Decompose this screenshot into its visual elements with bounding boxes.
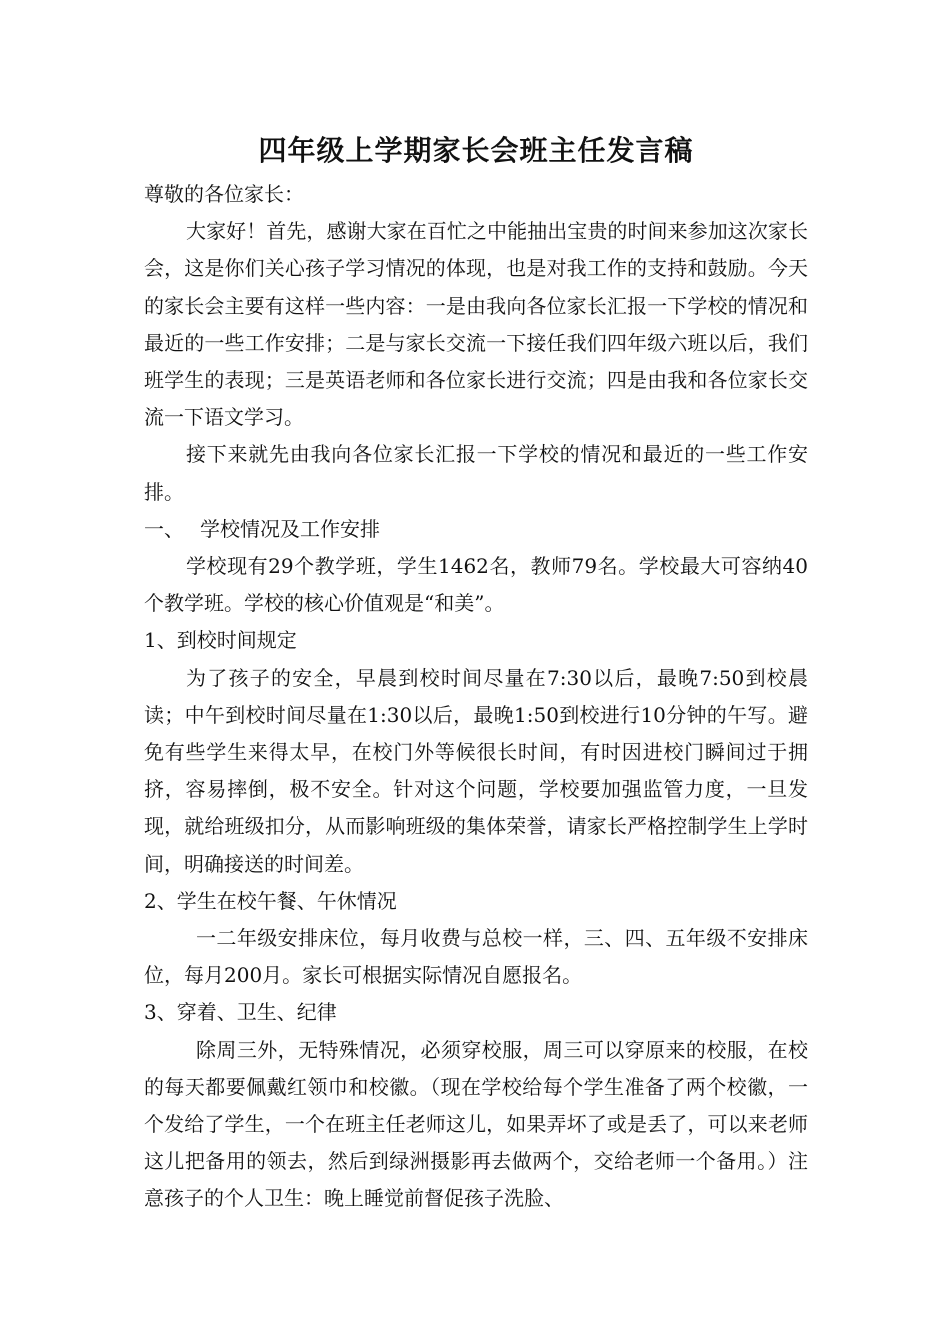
transition-paragraph: 接下来就先由我向各位家长汇报一下学校的情况和最近的一些工作安排。: [144, 442, 808, 504]
item-paragraph-1: 为了孩子的安全，早晨到校时间尽量在7:30以后，最晚7:50到校晨读；中午到校时间尽量在1:30以后，最晚1:50到校进行10分钟的午写。避免有些学生来得太早，在校门外等候很长时间，有时因进校门瞬间过于拥挤，容易摔倒，极不安全。针对这个问题，学校要加强监管力度，一旦发现，就给班级扣分，从而影响班级的集体荣誉，请家长严格控制学生上学时间，明确接送的时间差。: [144, 665, 808, 876]
item-heading-3: 3、穿着、卫生、纪律: [144, 1000, 337, 1025]
item-paragraph-2: 一二年级安排床位，每月收费与总校一样，三、四、五年级不安排床位，每月200月。家长可根据实际情况自愿报名。: [144, 926, 808, 988]
salutation: 尊敬的各位家长：: [144, 182, 304, 206]
section-paragraph: 学校现有29个教学班，学生1462名，教师79名。学校最大可容纳40个教学班。学校的核心价值观是“和美”。: [144, 554, 808, 616]
section-heading: [144, 511, 808, 548]
document-title: 四年级上学期家长会班主任发言稿: [258, 134, 694, 167]
section-heading-text: 学校情况及工作安排: [200, 516, 380, 541]
document-body: [144, 128, 808, 1218]
intro-paragraph: 大家好！首先，感谢大家在百忙之中能抽出宝贵的时间来参加这次家长会，这是你们关心孩子学习情况的体现，也是对我工作的支持和鼓励。今天的家长会主要有这样一些内容：一是由我向各位家长汇报一下学校的情况和最近的一些工作安排；二是与家长交流一下接任我们四年级六班以后，我们班学生的表现；三是英语老师和各位家长进行交流；四是由我和各位家长交流一下语文学习。: [144, 219, 808, 430]
item-paragraph-3: 除周三外，无特殊情况，必须穿校服，周三可以穿原来的校服，在校的每天都要佩戴红领巾和校徽。（现在学校给每个学生准备了两个校徽，一个发给了学生，一个在班主任老师这儿，如果弄坏了或是丢了，可以来老师这儿把备用的领去，然后到绿洲摄影再去做两个，交给老师一个备用。）注意孩子的个人卫生：晚上睡觉前督促孩子洗脸、: [144, 1037, 808, 1211]
item-heading-2: 2、学生在校午餐、午休情况: [144, 888, 397, 913]
section-number: 一、: [144, 516, 184, 541]
item-heading-1: 1、到校时间规定: [144, 628, 297, 653]
